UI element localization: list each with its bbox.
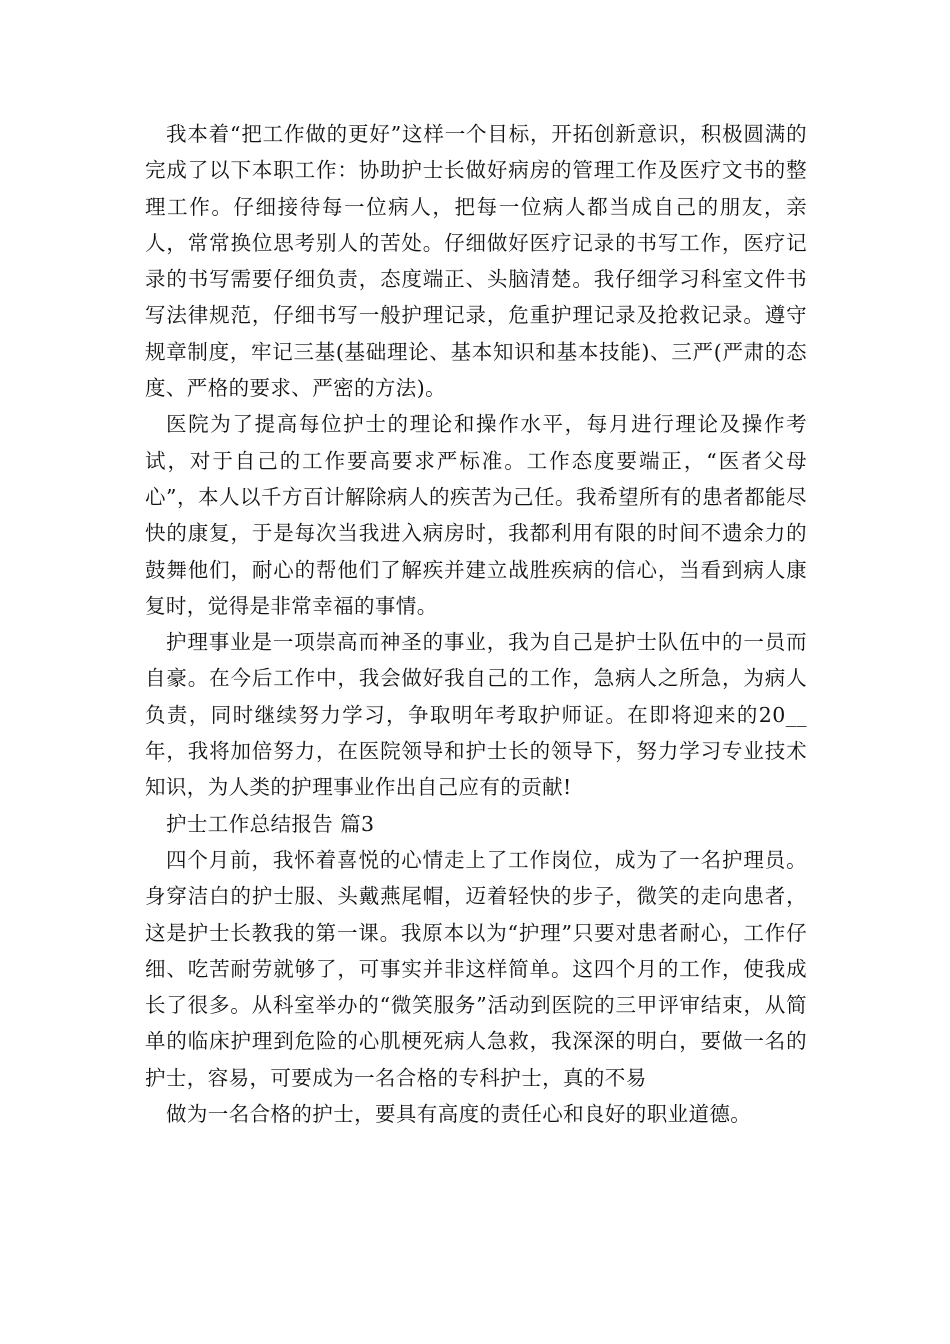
- paragraph-1: 我本着“把工作做的更好”这样一个目标，开拓创新意识，积极圆满的完成了以下本职工作：协助护士长做好病房的管理工作及医疗文书的整理工作。仔细接待每一位病人，把每一位病人都当成自己的朋友，亲人，常常换位思考别人的苦处。仔细做好医疗记录的书写工作，医疗记录的书写需要仔细负责，态度端正、头脑清楚。我仔细学习科室文件书写法律规范，仔细书写一般护理记录，危重护理记录及抢救记录。遵守规章制度，牢记三基(基础理论、基本知识和基本技能)、三严(严肃的态度、严格的要求、严密的方法)。: [145, 122, 807, 401]
- document-body: [145, 116, 807, 1132]
- section-heading: 护士工作总结报告 篇3: [166, 811, 375, 836]
- paragraph-4: 四个月前，我怀着喜悦的心情走上了工作岗位，成为了一名护理员。身穿洁白的护士服、头戴燕尾帽，迈着轻快的步子，微笑的走向患者，这是护士长教我的第一课。我原本以为“护理”只要对患者耐心，工作仔细、吃苦耐劳就够了，可事实并非这样简单。这四个月的工作，使我成长了很多。从科室举办的“微笑服务”活动到医院的三甲评审结束，从简单的临床护理到危险的心肌梗死病人急救，我深深的明白，要做一名的护士，容易，可要成为一名合格的专科护士，真的不易: [145, 847, 807, 1090]
- paragraph-5: 做为一名合格的护士，要具有高度的责任心和良好的职业道德。: [166, 1102, 752, 1127]
- paragraph-2: 医院为了提高每位护士的理论和操作水平，每月进行理论及操作考试，对于自己的工作要高要求严标准。工作态度要端正，“医者父母心”，本人以千方百计解除病人的疾苦为己任。我希望所有的患者都能尽快的康复，于是每次当我进入病房时，我都利用有限的时间不遗余力的鼓舞他们，耐心的帮他们了解疾并建立战胜疾病的信心，当看到病人康复时，觉得是非常幸福的事情。: [145, 412, 807, 618]
- paragraph-3: 护理事业是一项崇高而神圣的事业，我为自己是护士队伍中的一员而自豪。在今后工作中，我会做好我自己的工作，急病人之所急，为病人负责，同时继续努力学习，争取明年考取护师证。在即将迎来的20__年，我将加倍努力，在医院领导和护士长的领导下，努力学习专业技术知识，为人类的护理事业作出自己应有的贡献!: [145, 630, 807, 800]
